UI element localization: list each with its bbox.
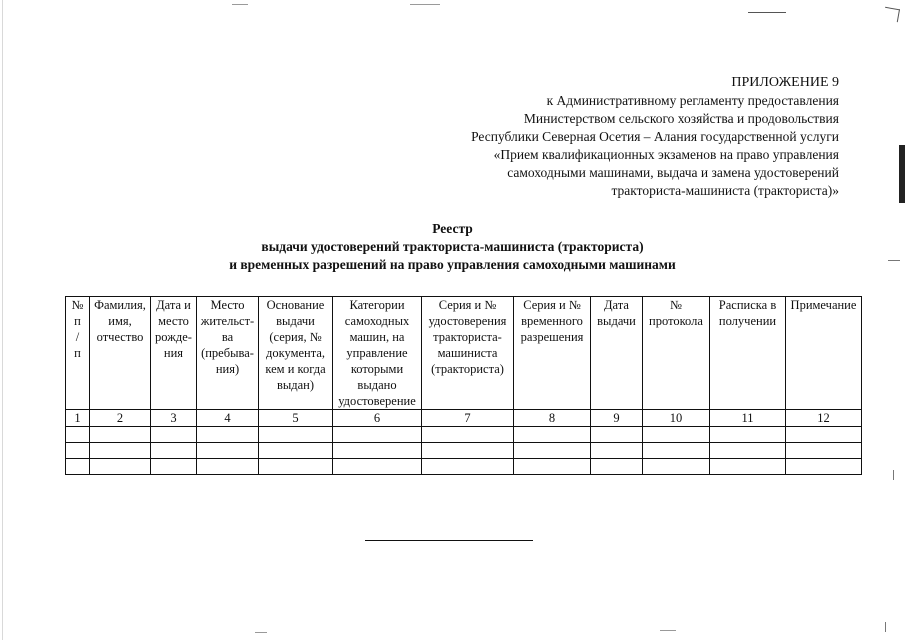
table-cell[interactable] (514, 459, 591, 475)
scan-mark (748, 12, 786, 13)
appendix-line: к Административному регламенту предоставления (546, 93, 839, 108)
appendix-line: тракториста-машиниста (тракториста)» (611, 183, 839, 198)
table-cell[interactable] (90, 459, 151, 475)
table-cell[interactable] (422, 459, 514, 475)
column-header-protocol: № протокола (643, 297, 710, 410)
table-header-row (66, 297, 862, 410)
column-number: 7 (422, 410, 514, 427)
table-row (66, 427, 862, 443)
table-cell[interactable] (591, 459, 643, 475)
column-header-receipt: Расписка в получении (710, 297, 786, 410)
scan-mark (660, 630, 676, 631)
column-header-certificate: Серия и № удостоверения тракториста- машиниста (тракториста) (422, 297, 514, 410)
table-cell[interactable] (333, 459, 422, 475)
table-cell[interactable] (333, 427, 422, 443)
table-cell[interactable] (259, 427, 333, 443)
table-cell[interactable] (643, 443, 710, 459)
appendix-header (359, 74, 839, 200)
column-header-full-name: Фамилия, имя, отчество (90, 297, 151, 410)
column-number: 10 (643, 410, 710, 427)
table-cell[interactable] (66, 459, 90, 475)
scan-mark (888, 260, 900, 261)
document-title (140, 220, 765, 274)
table-cell[interactable] (643, 427, 710, 443)
appendix-title: ПРИЛОЖЕНИЕ 9 (731, 75, 839, 90)
table-cell[interactable] (197, 427, 259, 443)
column-number: 1 (66, 410, 90, 427)
column-number: 2 (90, 410, 151, 427)
table-cell[interactable] (66, 443, 90, 459)
title-line-2: выдачи удостоверений тракториста-машиниста (тракториста) (261, 239, 644, 254)
column-header-temp-permit: Серия и № временного разрешения (514, 297, 591, 410)
table-cell[interactable] (514, 443, 591, 459)
table-row (66, 459, 862, 475)
column-number: 11 (710, 410, 786, 427)
table-cell[interactable] (66, 427, 90, 443)
column-number: 9 (591, 410, 643, 427)
scan-mark (883, 7, 900, 22)
table-cell[interactable] (151, 427, 197, 443)
table-cell[interactable] (786, 427, 862, 443)
table-cell[interactable] (90, 427, 151, 443)
table-cell[interactable] (197, 459, 259, 475)
scan-edge-right-mark (899, 145, 905, 203)
table-cell[interactable] (710, 427, 786, 443)
column-number: 6 (333, 410, 422, 427)
column-number: 3 (151, 410, 197, 427)
scan-mark (885, 622, 896, 632)
table-cell[interactable] (514, 427, 591, 443)
table-cell[interactable] (591, 427, 643, 443)
table-cell[interactable] (710, 459, 786, 475)
footer-divider-line (365, 540, 533, 541)
title-line-3: и временных разрешений на право управления самоходными машинами (229, 257, 676, 272)
table-cell[interactable] (259, 459, 333, 475)
appendix-line: «Прием квалификационных экзаменов на право управления (493, 147, 839, 162)
scan-mark (232, 4, 248, 5)
table-cell[interactable] (786, 443, 862, 459)
column-number: 12 (786, 410, 862, 427)
column-number: 8 (514, 410, 591, 427)
table-cell[interactable] (333, 443, 422, 459)
table-cell[interactable] (591, 443, 643, 459)
scan-mark (255, 632, 267, 633)
table-cell[interactable] (422, 443, 514, 459)
table-row (66, 443, 862, 459)
column-header-residence: Место жительст- ва (пребыва- ния) (197, 297, 259, 410)
table-cell[interactable] (786, 459, 862, 475)
column-number: 5 (259, 410, 333, 427)
scan-edge-left (2, 0, 3, 640)
table-cell[interactable] (259, 443, 333, 459)
column-header-number: № п / п (66, 297, 90, 410)
column-number-row (66, 410, 862, 427)
appendix-line: самоходными машинами, выдача и замена удостоверений (507, 165, 839, 180)
table-cell[interactable] (643, 459, 710, 475)
column-header-basis: Основание выдачи (серия, № документа, кем и когда выдан) (259, 297, 333, 410)
column-header-issue-date: Дата выдачи (591, 297, 643, 410)
column-header-birth: Дата и место рожде- ния (151, 297, 197, 410)
table-cell[interactable] (710, 443, 786, 459)
column-header-categories: Категории самоходных машин, на управление которыми выдано удостоверение (333, 297, 422, 410)
table-cell[interactable] (151, 443, 197, 459)
registry-table (65, 296, 862, 475)
appendix-line: Министерством сельского хозяйства и продовольствия (523, 111, 839, 126)
table-cell[interactable] (151, 459, 197, 475)
column-header-note: Примечание (786, 297, 862, 410)
table-cell[interactable] (90, 443, 151, 459)
column-number: 4 (197, 410, 259, 427)
scan-mark (893, 470, 894, 480)
title-line-1: Реестр (432, 221, 473, 236)
table-cell[interactable] (197, 443, 259, 459)
appendix-line: Республики Северная Осетия – Алания государственной услуги (471, 129, 839, 144)
table-cell[interactable] (422, 427, 514, 443)
scan-mark (410, 4, 440, 5)
